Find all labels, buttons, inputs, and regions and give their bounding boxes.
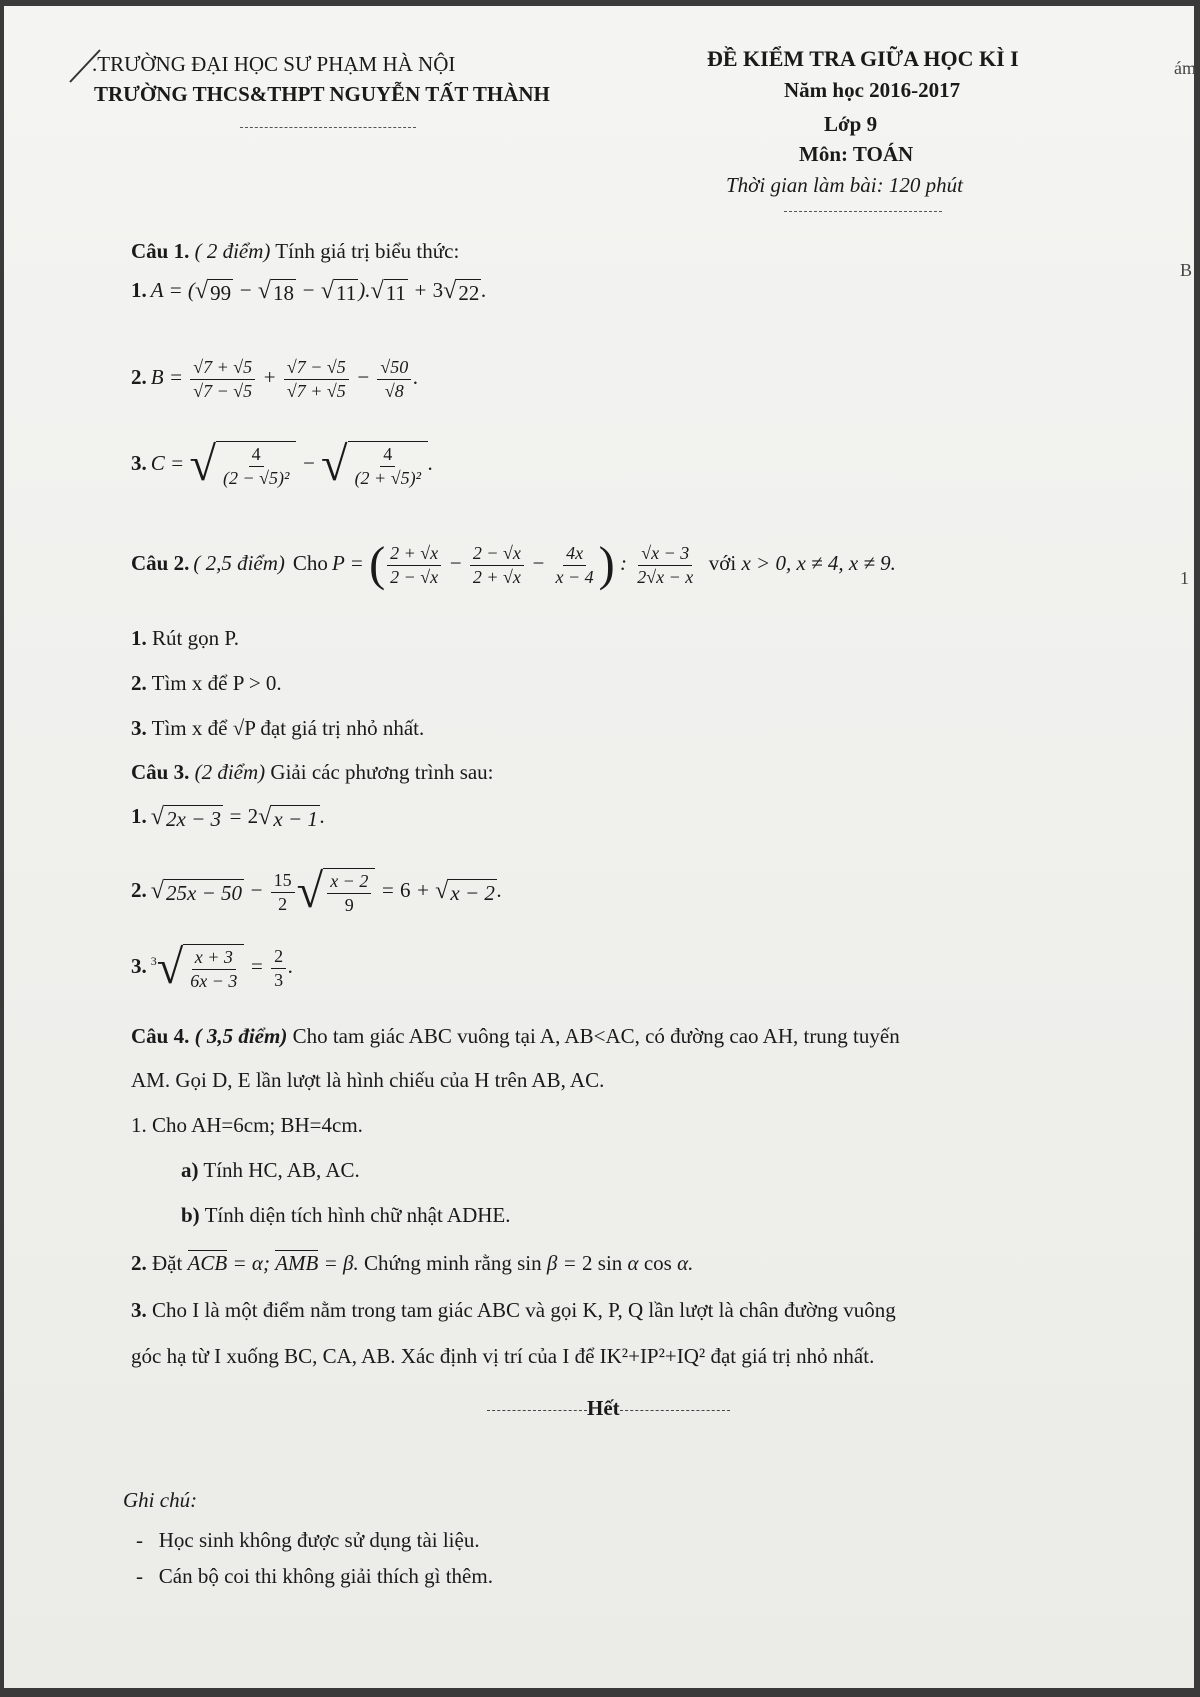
q4-identity: sin β = 2 sin α cos α. — [517, 1251, 694, 1275]
subject: Môn: TOÁN — [799, 142, 914, 166]
q3-eq1: √ 2x − 3 = 2 √ x − 1 . — [150, 802, 326, 831]
school-name: TRƯỜNG THCS&THPT NGUYỄN TẤT THÀNH — [94, 82, 550, 106]
q3-item2: 2. √ 25x − 50 − $\frac{15}{2}$ √ $\frac{x - 2}{9}$ = 6 + √ x − 2 . — [131, 865, 503, 918]
q4-statement-line1: Câu 4. ( 3,5 điểm) Cho tam giác ABC vuông tại A, AB<AC, có đường cao AH, trung tuyến — [131, 1024, 900, 1048]
q1-item3: 3. C = √ $\frac{4}{\text{(2 − √5)²}}$ − √ $\frac{4}{\text{(2 + √5)²}}$ . — [131, 438, 434, 491]
q4-part3-line2: góc hạ từ I xuống BC, CA, AB. Xác định vị trí của I để IK²+IP²+IQ² đạt giá trị nhỏ nhất. — [131, 1344, 875, 1368]
grade: Lớp 9 — [824, 112, 878, 136]
q4-part3-line1: 3. Cho I là một điểm nằm trong tam giác ABC và gọi K, P, Q lần lượt là chân đường vuông — [131, 1298, 896, 1322]
q4-part1b: b) Tính diện tích hình chữ nhật ADHE. — [181, 1203, 511, 1227]
university-name: .TRƯỜNG ĐẠI HỌC SƯ PHẠM HÀ NỘI — [92, 52, 456, 76]
q3-item3: 3. $^3$ √ $\frac{x + 3}{6x - 3}$ = $\frac{2}{3}$ . — [131, 941, 294, 994]
q4-part1: 1. Cho AH=6cm; BH=4cm. — [131, 1113, 363, 1137]
note-item-2: - Cán bộ coi thi không giải thích gì thêm. — [136, 1564, 493, 1588]
q4-part1a: a) Tính HC, AB, AC. — [181, 1158, 360, 1182]
notes-title: Ghi chú: — [123, 1488, 198, 1512]
exam-paper — [4, 6, 1194, 1688]
q1-expr-c: C = √ $\frac{4}{\text{(2 − √5)²}}$ − √ $\frac{4}{\text{(2 + √5)²}}$ . — [150, 438, 434, 491]
q2-part2: 2. Tìm x để P > 0. — [131, 671, 282, 695]
q3-eq2: √ 25x − 50 − $\frac{15}{2}$ √ $\frac{x - 2}{9}$ = 6 + √ x − 2 . — [150, 865, 503, 918]
q1-item1: 1. A = ( √ 99 − √ 18 − √ 11 ). √ 11 + 3 √ 22 . — [131, 276, 487, 305]
edge-mark-small: 1 — [1180, 568, 1189, 588]
q3-item1: 1. √ 2x − 3 = 2 √ x − 1 . — [131, 802, 326, 831]
q2-expr-p: P = ( $\frac{2 + √x}{2 - √x}$ − $\frac{2 - √x}{2 + √x}$ − $\frac{4x}{x - 4}$ ) : $\frac{√x - 3}{2√x - x}$ — [331, 538, 694, 591]
q4-statement-line2: AM. Gọi D, E lần lượt là hình chiếu của H trên AB, AC. — [131, 1068, 605, 1092]
q1-expr-a: A = ( √ 99 − √ 18 − √ 11 ). √ 11 + 3 √ 22 . — [150, 276, 487, 305]
q2-part1: 1. Rút gọn P. — [131, 626, 239, 650]
end-mark: Hết — [487, 1396, 730, 1421]
exam-title: ĐỀ KIỂM TRA GIỮA HỌC KÌ I — [707, 46, 1019, 71]
header-left-divider — [240, 127, 416, 128]
q4-angle-defs: ACB = α; AMB = β. — [187, 1251, 359, 1275]
q2-statement: Câu 2. ( 2,5 điểm) Cho P = ( $\frac{2 + √x}{2 - √x}$ − $\frac{2 - √x}{2 + √x}$ − $\frac{4x}{x - 4}$ ) : $\frac{√x - 3}{2√x - x}$ với x > 0, x ≠ 4, x ≠ 9. — [131, 538, 896, 591]
edge-mark-mid: B — [1180, 260, 1193, 280]
school-year: Năm học 2016-2017 — [784, 78, 961, 102]
q1-item2: 2. B = $\frac{√7 + √5}{√7 - √5}$ + $\frac{√7 - √5}{√7 + √5}$ − $\frac{√50}{√8}$ . — [131, 357, 419, 401]
q3-eq3: $^3$ √ $\frac{x + 3}{6x - 3}$ = $\frac{2}{3}$ . — [150, 941, 294, 994]
q3-heading: Câu 3. (2 điểm) Giải các phương trình sau: — [131, 760, 494, 784]
q1-heading: Câu 1. ( 2 điểm) Tính giá trị biểu thức: — [131, 239, 460, 263]
note-item-1: - Học sinh không được sử dụng tài liệu. — [136, 1528, 480, 1552]
q1-expr-b: B = $\frac{√7 + √5}{√7 - √5}$ + $\frac{√7 - √5}{√7 + √5}$ − $\frac{√50}{√8}$ . — [150, 357, 419, 401]
exam-duration: Thời gian làm bài: 120 phút — [726, 173, 963, 197]
edge-mark-top: ám — [1174, 58, 1196, 78]
q4-part2: 2. Đặt ACB = α; AMB = β. Chứng minh rằng sin β = 2 sin α cos α. — [131, 1251, 694, 1275]
q2-part3: 3. Tìm x để √P đạt giá trị nhỏ nhất. — [131, 716, 425, 740]
header-right-divider — [784, 211, 942, 212]
